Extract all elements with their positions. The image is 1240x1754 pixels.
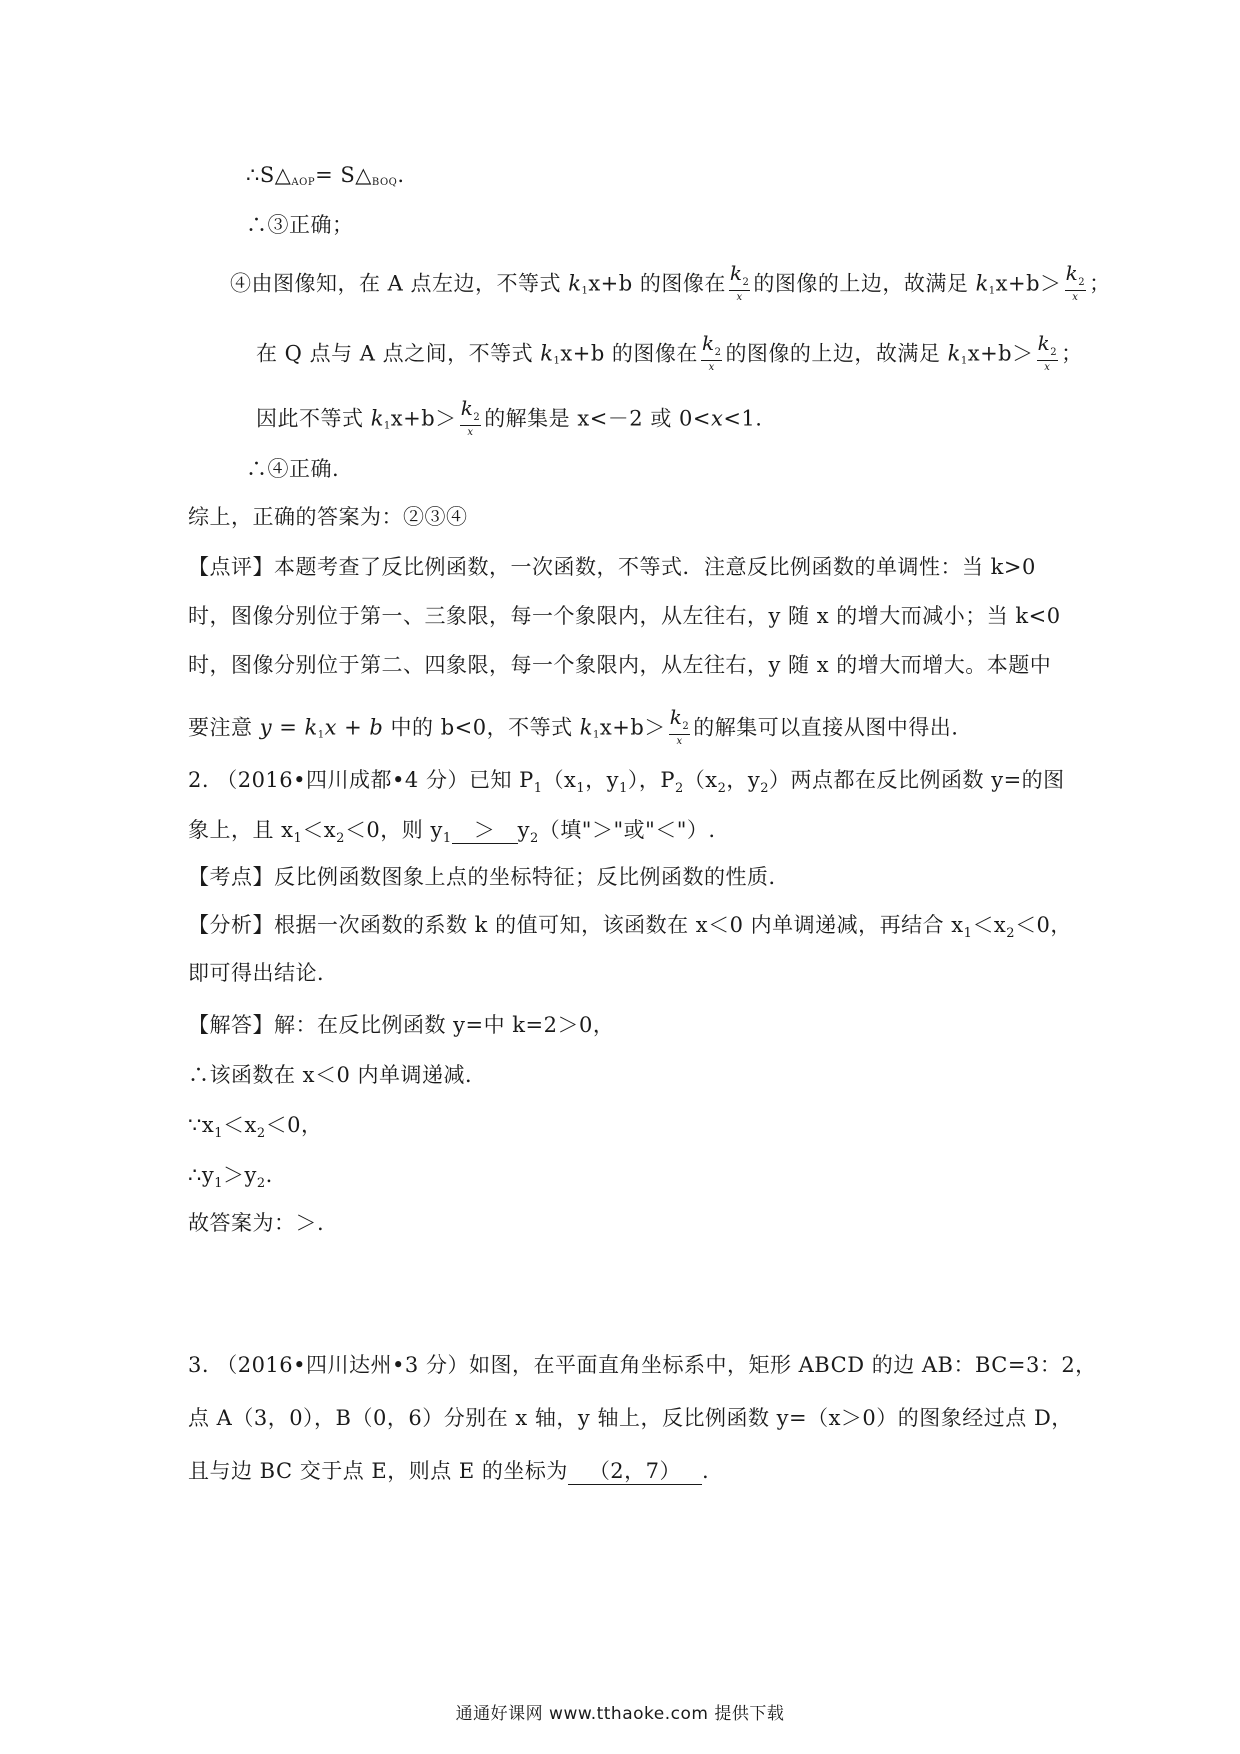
q2-stem-line-1: 2. （2016•四川成都•4 分）已知 $P_1(x_1$，$y_1$），$P_2(x_2$，$y_2$）两点都在反比例函数 y=的图: [188, 768, 1065, 796]
q3-stem-line-2: 点 A（3，0），B（0，6）分别在 x 轴，y 轴上，反比例函数 y=（x＞0）的图象经过点 D，: [188, 1406, 1073, 1430]
statement-4-line-1: ④由图像知，在 A 点左边，不等式 k1x+b 的图像在 $\frac{k_2}{x}$ 的图像的上边，故满足 k1x+b＞ $\frac{k_2}{x}$ ；: [230, 261, 1111, 303]
comment-line-3: 时，图像分别位于第二、四象限，每一个象限内，从左往右，y 随 x 的增大而增大。本题中: [188, 653, 1052, 677]
q2-step-2: $\because x_1<x_2<0$，: [188, 1113, 323, 1141]
comment-line-1: 【点评】本题考查了反比例函数，一次函数，不等式．注意反比例函数的单调性：当 k>0: [188, 555, 1036, 579]
statement-4-solution-set: 因此不等式 k1x+b＞ $\frac{k_2}{x}$ 的解集是 x<－2 或 0<x<1.: [256, 396, 763, 438]
comment-line-2: 时，图像分别位于第一、三象限，每一个象限内，从左往右，y 随 x 的增大而减小；当 k<0: [188, 604, 1061, 628]
summary-line: 综上，正确的答案为：②③④: [188, 505, 468, 529]
q2-fenxi-line-1: 【分析】根据一次函数的系数 k 的值可知，该函数在 x＜0 内单调递减，再结合 $x_1<x_2<0$，: [188, 913, 1072, 941]
comment-line-4: 要注意 y = k1x + b 中的 b<0，不等式 k1x+b＞ $\frac{k_2}{x}$ 的解集可以直接从图中得出.: [188, 705, 959, 747]
fraction-k2-over-x: $\frac{k_2}{x}$: [669, 705, 690, 747]
q3-answer-blank: （2，7）: [568, 1458, 702, 1485]
fraction-k2-over-x: $\frac{k_2}{x}$: [1037, 331, 1058, 373]
statement-4-correct: ∴④正确.: [246, 457, 340, 481]
statement-3-correct: ∴③正确；: [246, 213, 354, 237]
q2-step-3: $\therefore y_1>y_2$.: [188, 1163, 273, 1191]
fraction-k2-over-x: $\frac{k_2}{x}$: [1065, 261, 1086, 303]
fraction-k2-over-x: $\frac{k_2}{x}$: [729, 261, 750, 303]
q2-answer-line: 故答案为：＞.: [188, 1211, 325, 1235]
fraction-k2-over-x: $\frac{k_2}{x}$: [701, 331, 722, 373]
area-equality-line: ∴S△AOP= S△BOQ.: [246, 163, 405, 188]
page-footer: 通通好课网 www.tthaoke.com 提供下载: [455, 1704, 785, 1724]
q3-stem-line-3: 且与边 BC 交于点 E，则点 E 的坐标为 （2，7） .: [188, 1459, 710, 1483]
q2-answer-blank: ＞: [452, 817, 518, 844]
q2-jieda: 【解答】解：在反比例函数 y=中 k=2＞0，: [188, 1013, 615, 1037]
q3-stem-line-1: 3. （2016•四川达州•3 分）如图，在平面直角坐标系中，矩形 ABCD 的边 AB：BC=3：2，: [188, 1353, 1097, 1377]
q2-step-1: ∴该函数在 x＜0 内单调递减．: [188, 1063, 487, 1087]
q2-fenxi-line-2: 即可得出结论．: [188, 961, 339, 985]
q2-stem-line-2: 象上，且 $x_1<x_2<0$，则 $y_1 > y_2$（填"＞"或"＜"）.: [188, 818, 716, 846]
q2-kaodian: 【考点】反比例函数图象上点的坐标特征；反比例函数的性质．: [188, 865, 790, 889]
fraction-k2-over-x: $\frac{k_2}{x}$: [460, 396, 481, 438]
statement-4-line-2: 在 Q 点与 A 点之间，不等式 k1x+b 的图像在 $\frac{k_2}{x}$ 的图像的上边，故满足 k1x+b＞ $\frac{k_2}{x}$ ；: [256, 331, 1083, 373]
